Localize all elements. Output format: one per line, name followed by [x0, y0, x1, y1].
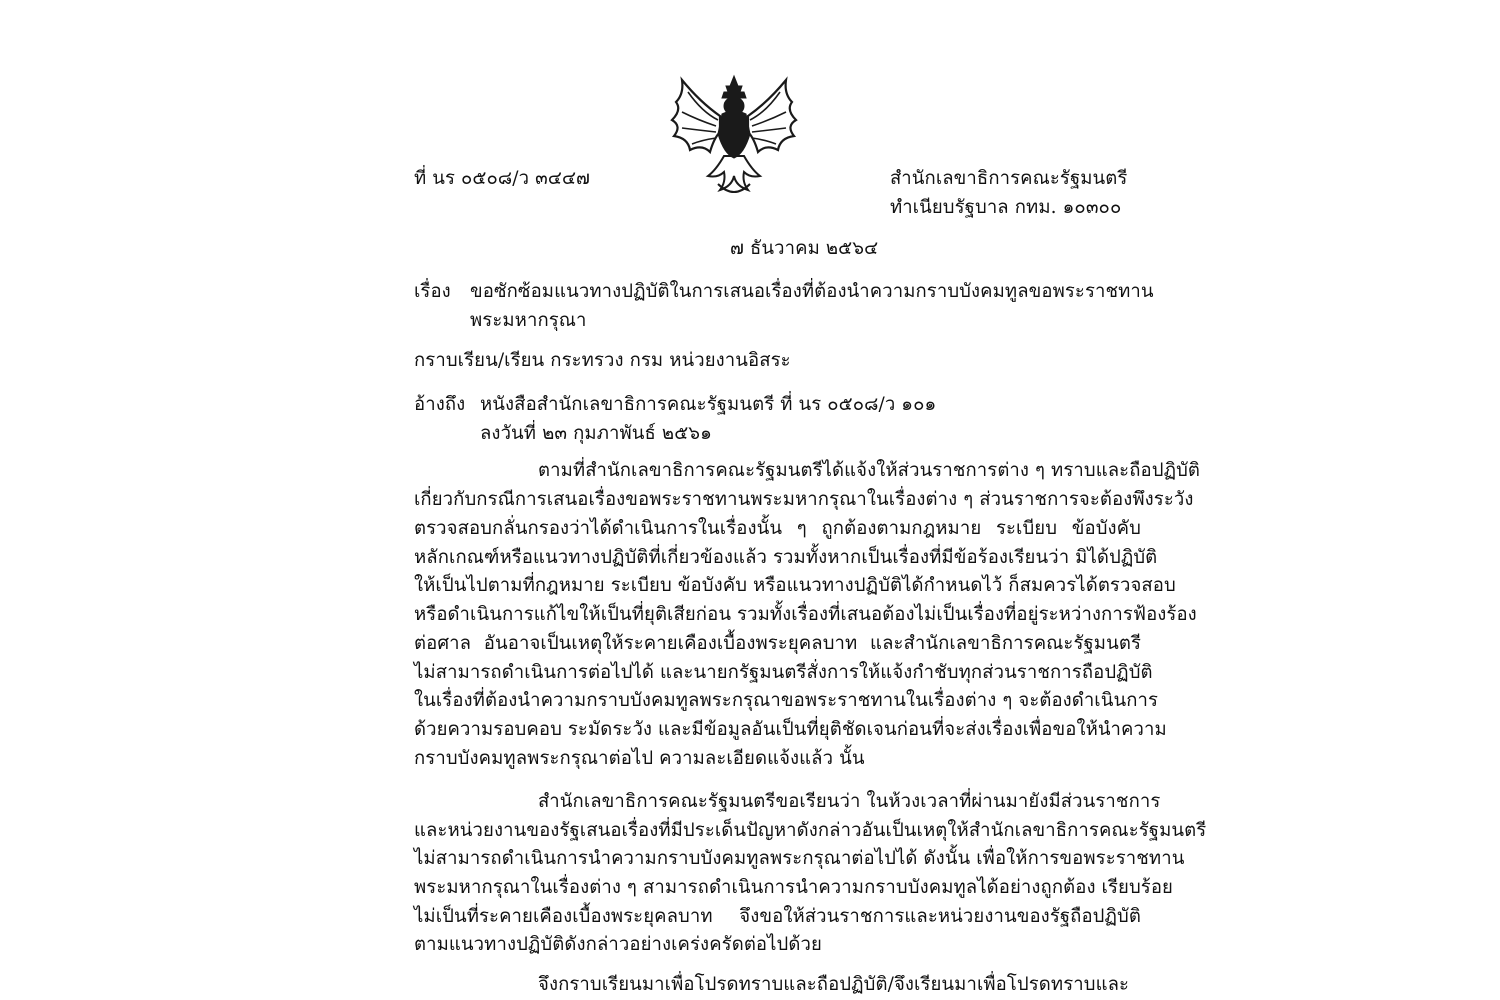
reference-date: ลงวันที่ ๒๓ กุมภาพันธ์ ๒๕๖๑ [480, 423, 712, 444]
closing-line: จึงกราบเรียนมาเพื่อโปรดทราบและถือปฏิบัติ/จึงเรียนมาเพื่อโปรดทราบและ [538, 974, 1130, 995]
office-name: สำนักเลขาธิการคณะรัฐมนตรี [890, 168, 1128, 189]
paragraph-line: ไม่เป็นที่ระคายเคืองเบื้องพระยุคลบาท จึงขอให้ส่วนราชการและหน่วยงานของรัฐถือปฏิบัติ [414, 906, 1141, 927]
office-address: ทำเนียบรัฐบาล กทม. ๑๐๓๐๐ [890, 197, 1122, 218]
paragraph-line: ต่อศาล อันอาจเป็นเหตุให้ระคายเคืองเบื้องพระยุคลบาท และสำนักเลขาธิการคณะรัฐมนตรี [414, 633, 1141, 654]
recipient-line: กราบเรียน/เรียน กระทรวง กรม หน่วยงานอิสระ [414, 350, 791, 371]
paragraph-line: ตรวจสอบกลั่นกรองว่าได้ดำเนินการในเรื่องนั้น ๆ ถูกต้องตามกฎหมาย ระเบียบ ข้อบังคับ [414, 518, 1141, 539]
paragraph-line: และหน่วยงานของรัฐเสนอเรื่องที่มีประเด็นปัญหาดังกล่าวอันเป็นเหตุให้สำนักเลขาธิการคณะรัฐมนตรี [414, 820, 1207, 841]
paragraph-line: ด้วยความรอบคอบ ระมัดระวัง และมีข้อมูลอันเป็นที่ยุติชัดเจนก่อนที่จะส่งเรื่องเพื่อขอให้นำความ [414, 719, 1167, 740]
garuda-emblem-icon [660, 72, 808, 200]
subject-line: ขอซักซ้อมแนวทางปฏิบัติในการเสนอเรื่องที่ต้องนำความกราบบังคมทูลขอพระราชทาน [470, 281, 1154, 302]
paragraph-line: ในเรื่องที่ต้องนำความกราบบังคมทูลพระกรุณาขอพระราชทานในเรื่องต่าง ๆ จะต้องดำเนินการ [414, 690, 1159, 711]
paragraph-line: พระมหากรุณาในเรื่องต่าง ๆ สามารถดำเนินการนำความกราบบังคมทูลได้อย่างถูกต้อง เรียบร้อย [414, 877, 1173, 898]
paragraph-line: ไม่สามารถดำเนินการนำความกราบบังคมทูลพระกรุณาต่อไปได้ ดังนั้น เพื่อให้การขอพระราชทาน [414, 848, 1185, 869]
subject-label: เรื่อง [414, 281, 451, 302]
subject-line: พระมหากรุณา [470, 310, 587, 331]
paragraph-line: ไม่สามารถดำเนินการต่อไปได้ และนายกรัฐมนตรีสั่งการให้แจ้งกำชับทุกส่วนราชการถือปฏิบัติ [414, 662, 1153, 683]
paragraph-line: เกี่ยวกับกรณีการเสนอเรื่องขอพระราชทานพระมหากรุณาในเรื่องต่าง ๆ ส่วนราชการจะต้องพึงระวัง [414, 489, 1194, 510]
paragraph-line: ให้เป็นไปตามที่กฎหมาย ระเบียบ ข้อบังคับ หรือแนวทางปฏิบัติได้กำหนดไว้ ก็สมควรได้ตรวจสอบ [414, 575, 1176, 596]
paragraph-line: สำนักเลขาธิการคณะรัฐมนตรีขอเรียนว่า ในห้วงเวลาที่ผ่านมายังมีส่วนราชการ [538, 791, 1161, 812]
paragraph-line: หลักเกณฑ์หรือแนวทางปฏิบัติที่เกี่ยวข้องแล้ว รวมทั้งหากเป็นเรื่องที่มีข้อร้องเรียนว่า มิได้ปฏิบัติ [414, 547, 1158, 568]
reference-label: อ้างถึง [414, 394, 466, 415]
paragraph-line: ตามแนวทางปฏิบัติดังกล่าวอย่างเคร่งครัดต่อไปด้วย [414, 934, 822, 955]
paragraph-line: กราบบังคมทูลพระกรุณาต่อไป ความละเอียดแจ้งแล้ว นั้น [414, 748, 865, 769]
reference-number: ที่ นร ๐๕๐๘/ว ๓๔๔๗ [414, 168, 591, 189]
paragraph-line: ตามที่สำนักเลขาธิการคณะรัฐมนตรีได้แจ้งให้ส่วนราชการต่าง ๆ ทราบและถือปฏิบัติ [538, 460, 1201, 481]
reference-document: หนังสือสำนักเลขาธิการคณะรัฐมนตรี ที่ นร ๐๕๐๘/ว ๑๐๑ [480, 394, 937, 415]
letter-date: ๗ ธันวาคม ๒๕๖๔ [730, 238, 879, 259]
paragraph-line: หรือดำเนินการแก้ไขให้เป็นที่ยุติเสียก่อน รวมทั้งเรื่องที่เสนอต้องไม่เป็นเรื่องที่อยู่ระหว่างการฟ้องร้อง [414, 604, 1197, 625]
